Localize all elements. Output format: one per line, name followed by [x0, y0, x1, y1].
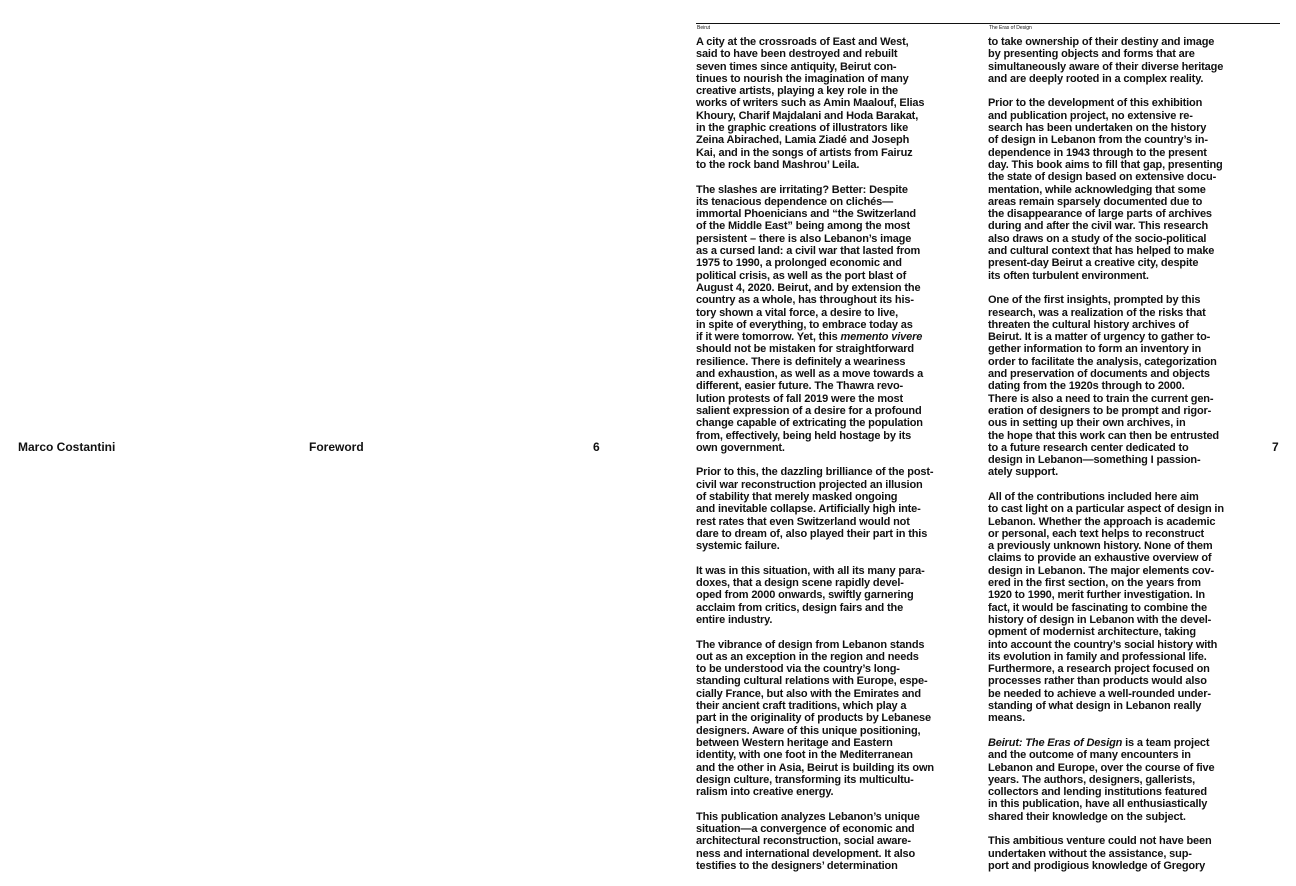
text-run: should not be mistaken for straightforward resilience. There is definitely a weariness and exhaustion, as well as a move towards a different, easier future. The Thawra revo- lution protests of fall 2019 were the most salient expression of a desire for a profound change capable of extricating the population from, effectively, being held hostage by its own government.	[696, 343, 924, 454]
paragraph	[696, 184, 941, 455]
running-header-right: The Eras of Design	[989, 25, 1032, 31]
paragraph: It was in this situation, with all its many para- doxes, that a design scene rapidly devel- oped from 2000 onwards, swiftly garnering acclaim from critics, design fairs and the entire industry.	[696, 564, 925, 626]
section-title: Foreword	[309, 440, 364, 454]
paragraph: One of the first insights, prompted by this research, was a realization of the risks that threaten the cultural history archives of Beirut. It is a matter of urgency to gather to- gether information to form an inventory in order to facilitate the analysis, categorization and preservation of documents and objects dating from the 1920s through to 2000. There is also a need to train the current gen- eration of designers to be prompt and rigor- ous in setting up their own archives, in the hope that this work can then be entrusted to a future research center dedicated to design in Lebanon—something I passion- ately support.	[988, 294, 1219, 479]
running-header-left: Beirut	[697, 25, 711, 31]
italic-phrase: memento vivere	[840, 331, 923, 344]
text-column-left	[696, 36, 941, 884]
author-name: Marco Costantini	[18, 440, 116, 454]
page-number-right: 7	[1272, 440, 1279, 454]
header-rule	[696, 23, 1280, 24]
paragraph: Prior to the development of this exhibition and publication project, no extensive re- search has been undertaken on the history of design in Lebanon from the country’s in- dependence in 1943 through to the present day. This book aims to fill that gap, presenting the state of design based on extensive docu- mentation, while acknowledging that some areas remain sparsely documented due to the disappearance of large parts of archives during and after the civil war. This research also draws on a study of the socio-political and cultural context that has helped to make present-day Beirut a creative city, despite its often turbulent environment.	[988, 97, 1223, 282]
paragraph: The vibrance of design from Lebanon stands out as an exception in the region and needs to be understood via the country’s long- standing cultural relations with Europe, espe- cially France, but also with the Emirates and their ancient craft traditions, which play a part in the originality of products by Lebanese designers. Aware of this unique positioning, between Western heritage and Eastern identity, with one foot in the Mediterranean and the other in Asia, Beirut is building its own design culture, transforming its multicultu- ralism into creative energy.	[696, 638, 934, 799]
paragraph: This publication analyzes Lebanon’s unique situation—a convergence of economic and architectural reconstruction, social aware- ness and international development. It also testifies to the designers’ determination	[696, 810, 920, 872]
paragraph	[988, 737, 1233, 823]
text-run: is a team project and the outcome of many encounters in Lebanon and Europe, over the course of five years. The authors, designers, gallerists, collectors and lending institutions featured in this publication, have all enthusiastically shared their knowledge on the subject.	[988, 736, 1215, 823]
page-number-left: 6	[593, 440, 600, 454]
paragraph: All of the contributions included here aim to cast light on a particular aspect of design in Lebanon. Whether the approach is academic or personal, each text helps to reconstruct a previously unknown history. None of them claims to provide an exhaustive overview of design in Lebanon. The major elements cov- ered in the first section, on the years from 1920 to 1990, merit further investigation. In fact, it would be fascinating to combine the history of design in Lebanon with the devel- opment of modernist architecture, taking into account the country’s social history with its evolution in family and professional life. Furthermore, a research project focused on processes rather than products would also be needed to achieve a well-rounded under- standing of what design in Lebanon really means.	[988, 490, 1224, 725]
text-column-right	[988, 36, 1233, 884]
paragraph: A city at the crossroads of East and West, said to have been destroyed and rebuilt seven times since antiquity, Beirut con- tinues to nourish the imagination of many creative artists, playing a key role in the works of writers such as Amin Maalouf, Elias Khoury, Charif Majdalani and Hoda Barakat, in the graphic creations of illustrators like Zeina Abirached, Lamia Ziadé and Joseph Kai, and in the songs of artists from Fairuz to the rock band Mashrou’ Leila.	[696, 36, 925, 171]
paragraph: to take ownership of their destiny and image by presenting objects and forms that are simultaneously aware of their diverse heritage and are deeply rooted in a complex reality.	[988, 36, 1224, 85]
italic-book-title: Beirut: The Eras of Design	[988, 736, 1123, 749]
paragraph: Prior to this, the dazzling brilliance of the post- civil war reconstruction projected an illusion of stability that merely masked ongoing and inevitable collapse. Artificially high inte- rest rates that even Switzerland would not dare to dream of, also played their part in this systemic failure.	[696, 466, 934, 553]
text-run: The slashes are irritating? Better: Despite its tenacious dependence on clichés— immortal Phoenicians and “the Switzerland of the Middle East” being among the most persistent – there is also Lebanon’s image as a cursed land: a civil war that lasted from 1975 to 1990, a prolonged economic and political crisis, as well as the port blast of August 4, 2020. Beirut, and by extension the country as a whole, has throughout its his- tory shown a vital force, a desire to live, in spite of everything, to embrace today as if it were tomorrow. Yet, this	[696, 183, 921, 344]
paragraph: This ambitious venture could not have been undertaken without the assistance, sup- port and prodigious knowledge of Gregory	[988, 835, 1212, 872]
